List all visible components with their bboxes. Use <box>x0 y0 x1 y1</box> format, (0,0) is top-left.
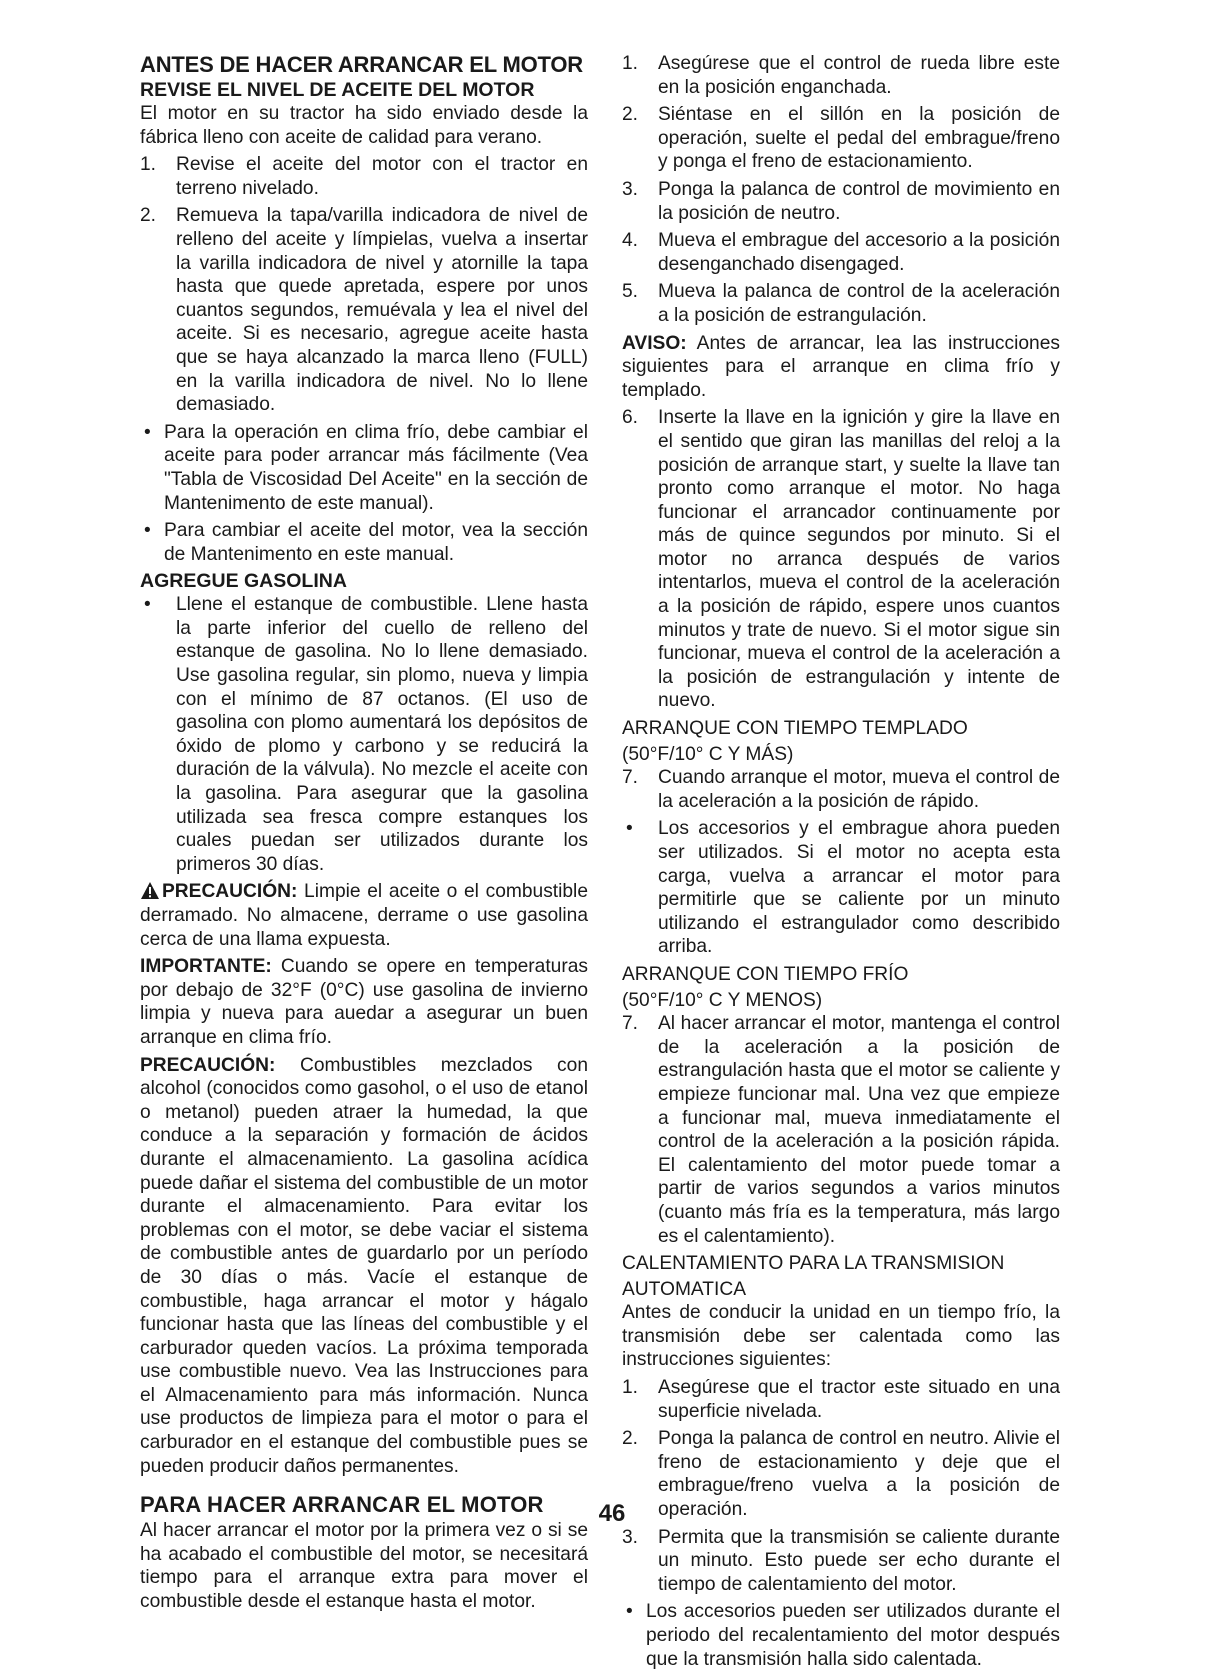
heading-para-hacer-arrancar: PARA HACER ARRANCAR EL MOTOR <box>140 1492 544 1518</box>
list-item-number: 1. <box>622 1377 639 1399</box>
heading-arranque-frio-range: (50°F/10° C Y MENOS) <box>622 989 823 1011</box>
warning-triangle-icon <box>140 881 160 900</box>
bullet-item <box>140 421 588 515</box>
text-aviso: Antes de arrancar, lea las instrucciones siguientes para el arranque en clima frío y templado. <box>622 332 1060 401</box>
bullet-item <box>622 817 1060 959</box>
list-item-number: 1. <box>622 53 639 74</box>
list-item <box>622 1427 1060 1521</box>
label-importante: IMPORTANTE: <box>140 956 272 978</box>
list-item-text: Mueva la palanca de control de la aceleración a la posición de estrangulación. <box>658 281 1060 326</box>
list-item-number: 2. <box>622 1428 639 1450</box>
list-item-number: 6. <box>622 407 639 429</box>
list-item-number: 3. <box>622 1526 639 1548</box>
list-item <box>622 229 1060 276</box>
list-item-text: Al hacer arrancar el motor, mantenga el control de la aceleración a la posición de estrangulación hasta que el motor se caliente y empieze funcionar mal. Una vez que empieze a funcionar mal, mueva inmediatamente el control de la aceleración a la posición rápida. El calentamiento del motor puede tomar a partir de varios segundos a varios minutos (cuanto más fría es la temperatura, más largo es el calentamiento). <box>658 1013 1060 1247</box>
label-precaucion: PRECAUCIÓN: <box>162 881 298 903</box>
list-item <box>622 766 1060 813</box>
list-item-number: 1. <box>140 154 157 176</box>
label-precaucion: PRECAUCIÓN: <box>140 1054 276 1076</box>
list-item-text: Inserte la llave en la ignición y gire la llave en el sentido que giran las manillas del reloj a la posición de arranque start, y suelte la llave tan pronto como arranque el motor. No haga funcionar el arrancador continuamente por más de quince segundos por minuto. Si el motor no arranca después de varios intentarlos, mueva el control de la aceleración a la posición de rápido, espere unos cuantos minutos y trate de nuevo. Si el motor sigue sin funcionar, mueva el control de la aceleración a la posición de estrangulación y intente de nuevo. <box>658 407 1060 712</box>
list-item-number: 2. <box>140 205 157 227</box>
list-item-text: Asegúrese que el tractor este situado en una superficie nivelada. <box>658 1377 1060 1422</box>
list-item-text: Mueva el embrague del accesorio a la posición desenganchado disengaged. <box>658 230 1060 275</box>
heading-arranque-frio: ARRANQUE CON TIEMPO FRÍO <box>622 963 909 985</box>
list-item-number: 2. <box>622 104 639 126</box>
paragraph-intro-aceite: El motor en su tractor ha sido enviado desde la fábrica lleno con aceite de calidad para verano. <box>140 103 588 148</box>
list-item <box>140 153 588 200</box>
heading-antes-de-hacer-arrancar: ANTES DE HACER ARRANCAR EL MOTOR <box>140 52 583 77</box>
list-item-number: 4. <box>622 230 639 252</box>
list-item <box>622 280 1060 327</box>
list-item <box>622 1526 1060 1597</box>
list-item-text: Siéntase en el sillón en la posición de operación, suelte el pedal del embrague/freno y ponga el freno de estacionamiento. <box>658 104 1060 173</box>
paragraph-calentamiento: Antes de conducir la unidad en un tiempo frío, la transmisión debe ser calentada como las instrucciones siguientes: <box>622 1302 1060 1371</box>
list-item-text: Permita que la transmisión se caliente durante un minuto. Esto puede ser echo durante el tiempo de calentamiento del motor. <box>658 1526 1060 1595</box>
heading-arranque-templado-range: (50°F/10° C Y MÁS) <box>622 743 794 765</box>
list-item-number: 3. <box>622 178 639 200</box>
paragraph-importante <box>140 955 588 1049</box>
heading-calentamiento-transmision: CALENTAMIENTO PARA LA TRANSMISION <box>622 1253 1005 1275</box>
paragraph-precaucion-combustibles <box>140 1054 588 1479</box>
paragraph-aviso <box>622 332 1060 403</box>
heading-arranque-templado: ARRANQUE CON TIEMPO TEMPLADO <box>622 718 968 740</box>
bullet-item <box>622 1600 1060 1671</box>
list-item <box>622 1376 1060 1423</box>
bullet-text: Llene el estanque de combustible. Llene hasta la parte inferior del cuello de relleno del estanque de gasolina. No lo llene demasiado. Use gasolina regular, sin plomo, nueva y limpia con el mínimo de 87 octanos. (El uso de gasolina con plomo aumentará los depósitos de óxido de plomo y carbono y se reducirá la duración de la válvula). No mezcle el aceite con la gasolina. Para asegurar que la gasolina utilizada sea fresca compre estanques los cuales puedan ser utilizados durante los primeros 30 días. <box>176 594 588 875</box>
paragraph-precaucion-derrame <box>140 880 588 951</box>
list-item-text: Asegúrese que el control de rueda libre este en la posición enganchada. <box>658 53 1060 98</box>
bullet-dot: • <box>626 818 633 840</box>
page-number: 46 <box>598 1500 626 1527</box>
list-item-number: 7. <box>622 767 639 789</box>
list-item <box>622 52 1060 99</box>
list-item-text: Ponga la palanca de control de movimiento en la posición de neutro. <box>658 178 1060 224</box>
list-item-text: Cuando arranque el motor, mueva el control de la aceleración a la posición de rápido. <box>658 767 1060 812</box>
text-precaucion: Limpie el aceite o el combustible derramado. No almacene, derrame o use gasolina cerca de una llama expuesta. <box>140 881 588 950</box>
right-column <box>622 52 1060 1675</box>
bullet-dot: • <box>144 520 151 542</box>
bullet-text: Los accesorios pueden ser utilizados durante el periodo del recalentamiento del motor después que la transmisión halla sido calentada. <box>646 1601 1060 1670</box>
left-column <box>140 52 588 1618</box>
heading-calentamiento-automatica: AUTOMATICA <box>622 1278 747 1300</box>
list-item-text: Revise el aceite del motor con el tractor en terreno nivelado. <box>176 154 588 199</box>
list-item-number: 5. <box>622 281 639 303</box>
bullet-dot: • <box>626 1601 633 1623</box>
bullet-dot: • <box>144 421 151 443</box>
list-item <box>140 204 588 416</box>
bullet-text: Los accesorios y el embrague ahora pueden ser utilizados. Si el motor no acepta esta carga, vuelva a arrancar el motor para permitirle que se caliente por un minuto utilizando el estrangulador como describido arriba. <box>658 818 1060 958</box>
bullet-item <box>140 519 588 566</box>
list-item <box>622 178 1060 225</box>
text-precaucion: Combustibles mezclados con alcohol (conocidos como gasohol, o el uso de etanol o metanol) pueden atraer la humedad, la que conduce a la separación y formación de ácidos durante el almacenamiento. La gasolina acídica puede dañar el sistema del combustible de un motor durante el almacenamiento. Para evitar los problemas con el motor, se debe vaciar el sistema de combustible antes de guardarlo por un período de 30 días o más. Vacíe el estanque de combustible, haga arrancar el motor y hágalo funcionar hasta que las líneas del combustible y el carburador queden vacíos. La próxima temporada use combustible nuevo. Vea las Instrucciones para el Almacenamiento para más información. Nunca use productos de limpieza para el motor o para el carburador en el estanque del combustible pues se pueden producir daños permanentes. <box>140 1054 588 1477</box>
bullet-text: Para la operación en clima frío, debe cambiar el aceite para poder arrancar más fácilmente (Vea "Tabla de Viscosidad Del Aceite" en la sección de Mantenimento de este manual). <box>164 421 588 514</box>
heading-agregue-gasolina: AGREGUE GASOLINA <box>140 570 347 593</box>
bullet-item <box>140 593 588 876</box>
list-item <box>622 103 1060 174</box>
bullet-dot: • <box>144 594 151 616</box>
list-item-text: Remueva la tapa/varilla indicadora de nivel de relleno del aceite y límpielas, vuelva a insertar la varilla indicadora de nivel y atornille la tapa hasta que quede apretada, espere por unos cuantos segundos, remuévala y lea el nivel del aceite. Si es necesario, agregue aceite hasta que se haya alcanzado la marca lleno (FULL) en la varilla indicadora de nivel. No lo llene demasiado. <box>176 205 588 416</box>
list-item-number: 7. <box>622 1013 639 1035</box>
label-aviso: AVISO: <box>622 332 687 354</box>
list-item <box>622 1012 1060 1248</box>
paragraph-para-hacer-arrancar: Al hacer arrancar el motor por la primera vez o si se ha acabado el combustible del motor, se necesitará tiempo para el arranque extra para mover el combustible desde el estanque hasta el motor. <box>140 1520 588 1613</box>
list-item-text: Ponga la palanca de control en neutro. Alivie el freno de estacionamiento y deje que el embrague/freno vuelva a la posición de operación. <box>658 1428 1060 1521</box>
heading-revise-nivel-aceite: REVISE EL NIVEL DE ACEITE DEL MOTOR <box>140 79 535 101</box>
list-item <box>622 406 1060 713</box>
bullet-text: Para cambiar el aceite del motor, vea la sección de Mantenimento en este manual. <box>164 520 588 565</box>
text-importante: Cuando se opere en temperaturas por debajo de 32°F (0°C) use gasolina de invierno limpia y nueva para auedar a asegurar un buen arranque en clima frío. <box>140 956 588 1048</box>
